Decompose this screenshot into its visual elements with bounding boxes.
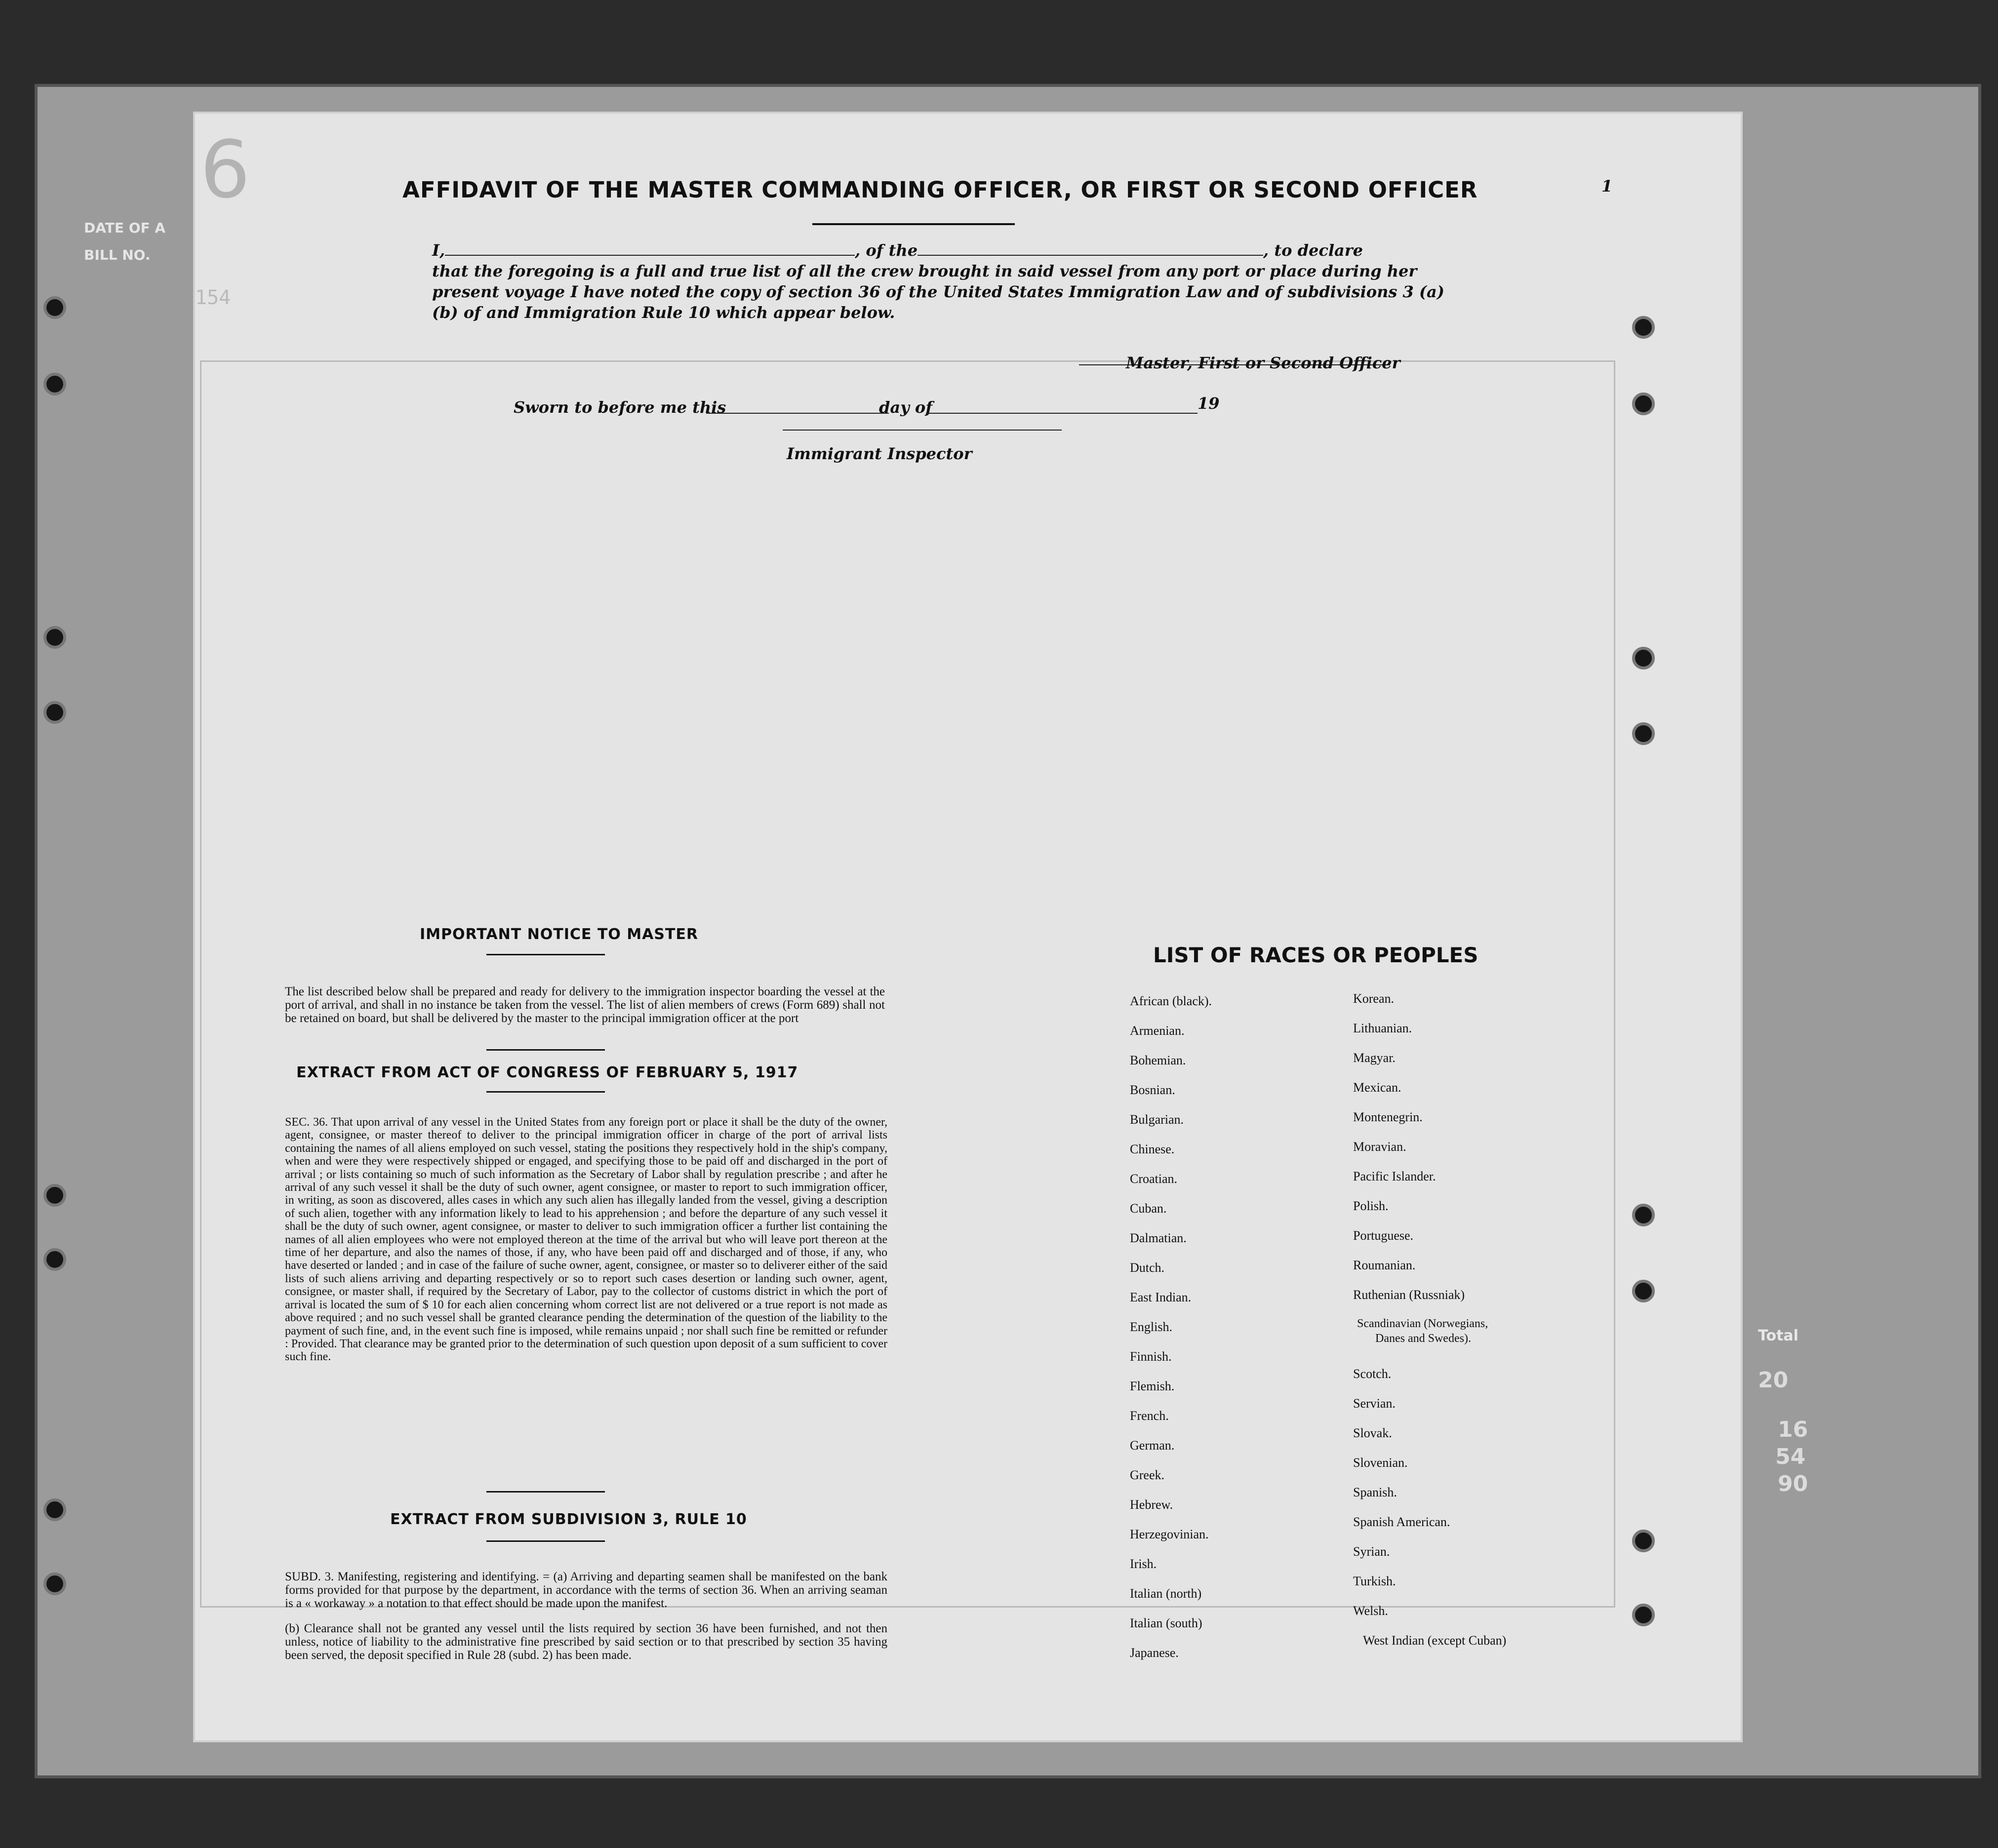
race-item: Spanish. xyxy=(1353,1485,1397,1499)
race-item: Greek. xyxy=(1130,1468,1165,1482)
race-item: Montenegrin. xyxy=(1353,1110,1423,1124)
bill-label: BILL NO. xyxy=(84,247,151,263)
affidavit-text xyxy=(432,240,1617,323)
race-item: Italian (south) xyxy=(1130,1616,1202,1630)
race-item: Portuguese. xyxy=(1353,1228,1414,1243)
act-extract-title: EXTRACT FROM ACT OF CONGRESS OF FEBRUARY 5, 1917 xyxy=(296,1064,799,1081)
race-item: Chinese. xyxy=(1130,1142,1175,1156)
race-item: Croatian. xyxy=(1130,1172,1178,1186)
name-blank xyxy=(445,255,855,256)
race-item: Magyar. xyxy=(1353,1051,1396,1065)
rule-extract-title: EXTRACT FROM SUBDIVISION 3, RULE 10 xyxy=(390,1511,747,1528)
notice-title: IMPORTANT NOTICE TO MASTER xyxy=(420,926,698,943)
aff-i: I, xyxy=(432,241,445,260)
race-item: Bohemian. xyxy=(1130,1053,1186,1067)
sworn-day-line xyxy=(706,413,889,414)
race-item: Cuban. xyxy=(1130,1201,1167,1216)
notice-rule xyxy=(486,954,605,955)
race-item: Welsh. xyxy=(1353,1604,1388,1618)
act-extract-end-rule xyxy=(486,1491,605,1493)
race-item: Syrian. xyxy=(1353,1544,1390,1559)
rule-extract-body-a: SUBD. 3. Manifesting, registering and identifying. = (a) Arriving and departing seamen shall be manifested on the bank forms provided for that purpose by the department, in accordance with the terms of section 36. When an arriving seaman is a « workaway » a notation to that effect should be made upon the manifest. xyxy=(285,1570,887,1610)
race-item: English. xyxy=(1130,1320,1172,1334)
race-item: Italian (north) xyxy=(1130,1586,1202,1601)
year-text: 19 xyxy=(1198,394,1220,413)
page-mark: 1 xyxy=(1601,177,1613,196)
race-item: Flemish. xyxy=(1130,1379,1175,1393)
race-item: Armenian. xyxy=(1130,1023,1185,1038)
total-value: 20 xyxy=(1758,1368,1789,1393)
race-item: Bulgarian. xyxy=(1130,1112,1184,1127)
race-item: Moravian. xyxy=(1353,1140,1406,1154)
punch-hole xyxy=(43,1248,66,1271)
aff-of-the: , of the xyxy=(855,241,918,260)
inspector-label: Immigrant Inspector xyxy=(787,444,972,463)
total-value: 90 xyxy=(1778,1471,1808,1496)
race-item: Dalmatian. xyxy=(1130,1231,1187,1245)
affidavit-line-3: present voyage I have noted the copy of section 36 of the United States Immigration Law and of subdivisions 3 (a) xyxy=(432,282,1444,301)
month-line xyxy=(926,413,1198,414)
race-item: Turkish. xyxy=(1353,1574,1396,1588)
race-item: Korean. xyxy=(1353,991,1395,1006)
act-extract-rule xyxy=(486,1091,605,1093)
punch-hole xyxy=(1632,316,1655,339)
race-item: Pacific Islander. xyxy=(1353,1169,1436,1183)
inspector-signature-line xyxy=(783,430,1062,431)
race-item: French. xyxy=(1130,1409,1169,1423)
aff-declare: , to declare xyxy=(1263,241,1363,260)
bleed-through-number: 154 xyxy=(195,286,231,309)
notice-body: The list described below shall be prepared and ready for delivery to the immigration inspector boarding the vessel at the port of arrival, and shall in no instance be taken from the vessel. The list of alien members of crews (Form 689) shall not be retained on board, but shall be delivered by the master to the principal immigration officer at the port xyxy=(285,985,885,1025)
punch-hole xyxy=(43,296,66,319)
act-extract-body: SEC. 36. That upon arrival of any vessel in the United States from any foreign port or place it shall be the duty of the owner, agent, consignee, or master thereof to deliver to the principal immigration officer in charge of the port of arrival lists containing the names of all aliens employed on such vessel, stating the positions they respectively hold in the ship's company, when and were they were respectively shipped or engaged, and specifying those to be paid off and discharged in the port of arrival ; or lists containing so much of such information as the Secretary of Labor shall by regulation prescribe ; and after he arrival of any such vessel it shall be the duty of such owner, agent consignee, or master to report to such immigration officer, in writing, as soon as discovered, alles cases in which any such alien has illegally landed from the vessel, giving a description of such alien, together with any information likely to lead to his apprehension ; and before the departure of any such vessel it shall be the duty of such owner, agent consignee, or master to deliver to such immigration officer a further list containing the names of all alien employees who were not employed thereon at the time of the arrival but who will leave port thereon at the time of her departure, and also the names of those, if any, who have been paid off and discharged and of those, if any, who have deserted or landed ; and in case of the failure of suche owner, agent, consignee, or master so to deliverer either of the said lists of such aliens arriving and departing respectively or so to report such cases desertion or landing such owner, agent, consignee, or master shall, if required by the Secretary of Labor, pay to the collector of customs district in which the port of arrival is located the sum of $ 10 for each alien concerning whom correct list are not delivered or a true report is not made as above required ; and no such vessel shall be granted clearance pending the determination of the question of the liability to the payment of such fine, and, in the event such fine is imposed, while remains unpaid ; nor shall such fine be remitted or refunder : Provided. That clearance may be granted prior to the determination of such question upon deposit of a sum sufficient to cover such fine. xyxy=(285,1116,887,1364)
race-item: Lithuanian. xyxy=(1353,1021,1412,1035)
race-item: Danes and Swedes). xyxy=(1375,1332,1471,1345)
punch-hole xyxy=(1632,722,1655,745)
race-item: Ruthenian (Russniak) xyxy=(1353,1288,1465,1302)
total-label: Total xyxy=(1758,1327,1798,1344)
race-item: Hebrew. xyxy=(1130,1497,1173,1512)
notice-end-rule xyxy=(486,1049,605,1051)
rule-extract-rule xyxy=(486,1540,605,1542)
race-item: Polish. xyxy=(1353,1199,1389,1213)
sworn-text: Sworn to before me this xyxy=(514,398,726,417)
date-label: DATE OF A xyxy=(84,220,166,236)
vessel-blank xyxy=(918,255,1263,256)
race-item: Scotch. xyxy=(1353,1367,1392,1381)
race-item: West Indian (except Cuban) xyxy=(1363,1633,1507,1648)
punch-hole xyxy=(43,626,66,649)
race-item: Servian. xyxy=(1353,1396,1396,1411)
day-of-text: day of xyxy=(879,398,932,417)
race-item: Finnish. xyxy=(1130,1349,1172,1364)
punch-hole xyxy=(43,1573,66,1595)
race-item: Herzegovinian. xyxy=(1130,1527,1209,1541)
punch-hole xyxy=(1632,393,1655,415)
total-value: 54 xyxy=(1775,1444,1806,1469)
race-item: Irish. xyxy=(1130,1557,1157,1571)
race-item: Mexican. xyxy=(1353,1080,1401,1095)
bleed-through-page-number: 6 xyxy=(200,123,250,216)
race-item: Slovak. xyxy=(1353,1426,1392,1440)
affidavit-line-2: that the foregoing is a full and true list of all the crew brought in said vessel from any port or place during her xyxy=(432,262,1417,280)
races-title: LIST OF RACES OR PEOPLES xyxy=(1153,943,1479,967)
race-item: Dutch. xyxy=(1130,1260,1165,1275)
race-item: Spanish American. xyxy=(1353,1515,1450,1529)
race-item: Scandinavian (Norwegians, xyxy=(1357,1317,1488,1330)
punch-hole xyxy=(43,701,66,724)
affidavit-title: AFFIDAVIT OF THE MASTER COMMANDING OFFICER, OR FIRST OR SECOND OFFICER xyxy=(402,177,1478,203)
race-item: Japanese. xyxy=(1130,1646,1179,1660)
race-item: Slovenian. xyxy=(1353,1455,1408,1470)
punch-hole xyxy=(1632,647,1655,669)
total-value: 16 xyxy=(1778,1417,1808,1442)
rule-extract-body-b: (b) Clearance shall not be granted any vessel until the lists required by section 36 have been furnished, and not then unless, notice of liability to the administrative fine prescribed by said section or to that prescribed by section 35 having been served, the deposit specified in Rule 28 (subd. 2) has been made. xyxy=(285,1622,887,1662)
punch-hole xyxy=(43,1184,66,1207)
affidavit-sheet xyxy=(195,114,1741,1740)
title-rule xyxy=(812,223,1015,225)
race-item: German. xyxy=(1130,1438,1175,1453)
race-item: East Indian. xyxy=(1130,1290,1192,1304)
punch-hole xyxy=(1632,1530,1655,1552)
race-item: African (black). xyxy=(1130,994,1212,1008)
punch-hole xyxy=(1632,1604,1655,1626)
punch-hole xyxy=(1632,1280,1655,1302)
punch-hole xyxy=(1632,1204,1655,1226)
race-item: Bosnian. xyxy=(1130,1083,1175,1097)
bleed-through-table-frame xyxy=(200,360,1615,1608)
punch-hole xyxy=(43,373,66,395)
master-label: Master, First or Second Officer xyxy=(1126,354,1400,372)
affidavit-line-4: (b) of and Immigration Rule 10 which appear below. xyxy=(432,303,895,322)
race-item: Roumanian. xyxy=(1353,1258,1416,1272)
punch-hole xyxy=(43,1498,66,1521)
